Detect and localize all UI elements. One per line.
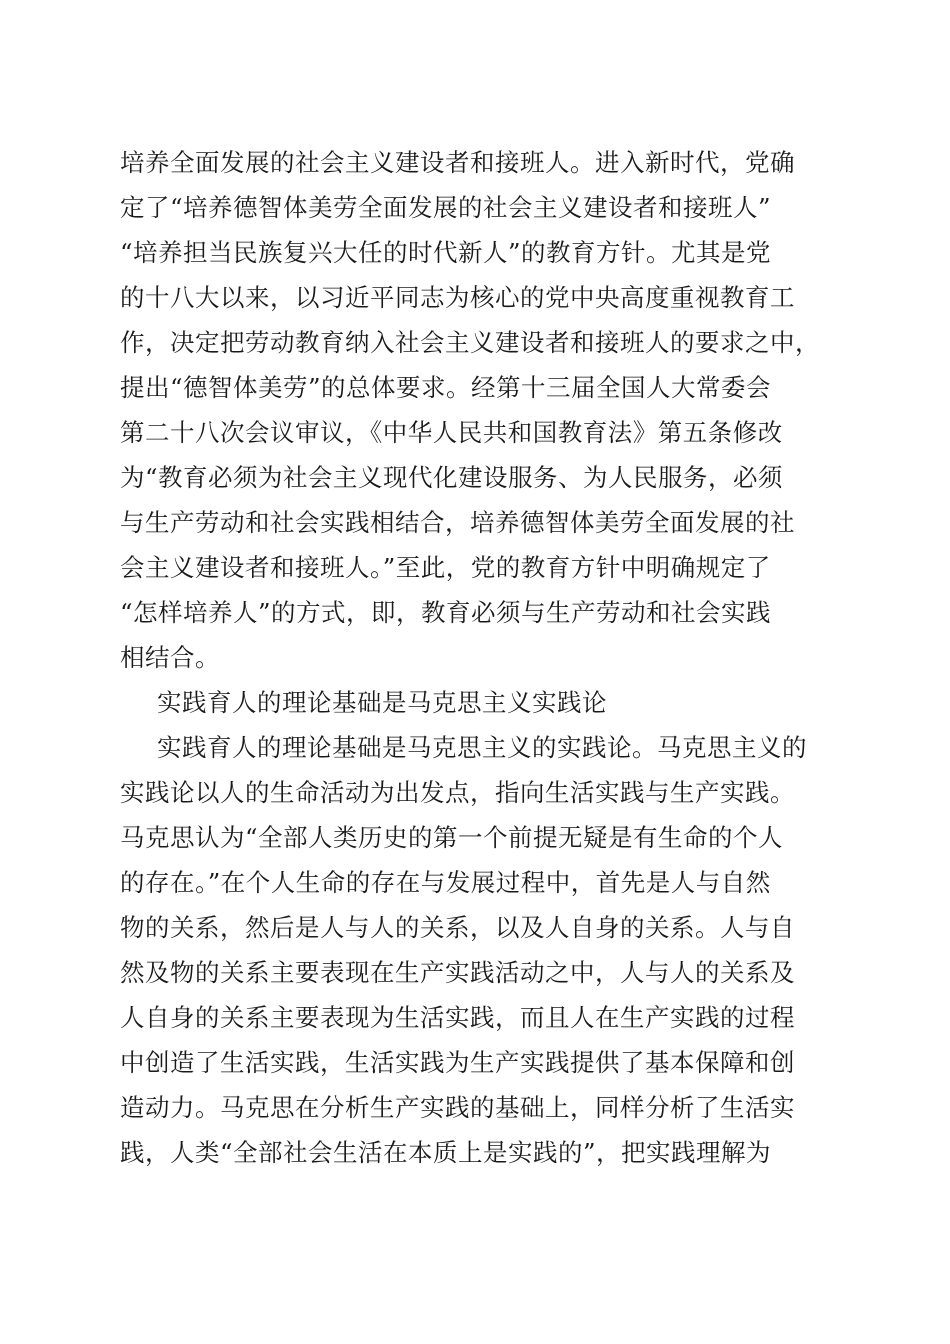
paragraph-1 (120, 140, 835, 680)
text-line: 作，决定把劳动教育纳入社会主义建设者和接班人的要求之中， (120, 328, 820, 357)
text-line: 然及物的关系主要表现在生产实践活动之中，人与人的关系及 (120, 958, 795, 987)
text-line: 践，人类“全部社会生活在本质上是实践的”，把实践理解为 (120, 1138, 772, 1167)
section-heading: 实践育人的理论基础是马克思主义实践论 (157, 688, 607, 717)
text-line: 会主义建设者和接班人。”至此，党的教育方针中明确规定了 (120, 553, 771, 582)
text-line: 人自身的关系主要表现为生活实践，而且人在生产实践的过程 (120, 1003, 795, 1032)
text-line: 与生产劳动和社会实践相结合，培养德智体美劳全面发展的社 (120, 508, 795, 537)
text-line: 的十八大以来，以习近平同志为核心的党中央高度重视教育工 (120, 283, 795, 312)
text-line: “培养担当民族复兴大任的时代新人”的教育方针。尤其是党 (120, 238, 772, 267)
document-body (120, 140, 835, 1175)
text-line: 实践论以人的生命活动为出发点，指向生活实践与生产实践。 (120, 778, 795, 807)
text-line: 定了“培养德智体美劳全面发展的社会主义建设者和接班人” (120, 193, 772, 222)
text-line: 物的关系，然后是人与人的关系，以及人自身的关系。人与自 (120, 913, 795, 942)
paragraph-2 (120, 725, 835, 1175)
text-line: 培养全面发展的社会主义建设者和接班人。进入新时代，党确 (120, 148, 795, 177)
text-line: 的存在。”在个人生命的存在与发展过程中，首先是人与自然 (120, 868, 771, 897)
text-line: 相结合。 (120, 643, 220, 672)
text-line: 造动力。马克思在分析生产实践的基础上，同样分析了生活实 (120, 1093, 795, 1122)
text-line: 第二十八次会议审议，《中华人民共和国教育法》第五条修改 (120, 418, 783, 447)
text-line: 为“教育必须为社会主义现代化建设服务、为人民服务，必须 (120, 463, 784, 492)
text-line: 实践育人的理论基础是马克思主义的实践论。马克思主义的 (157, 733, 807, 762)
text-line: 马克思认为“全部人类历史的第一个前提无疑是有生命的个人 (120, 823, 784, 852)
text-line: 提出“德智体美劳”的总体要求。经第十三届全国人大常委会 (120, 373, 772, 402)
text-line: 中创造了生活实践，生活实践为生产实践提供了基本保障和创 (120, 1048, 795, 1077)
text-line: “怎样培养人”的方式，即，教育必须与生产劳动和社会实践 (120, 598, 772, 627)
